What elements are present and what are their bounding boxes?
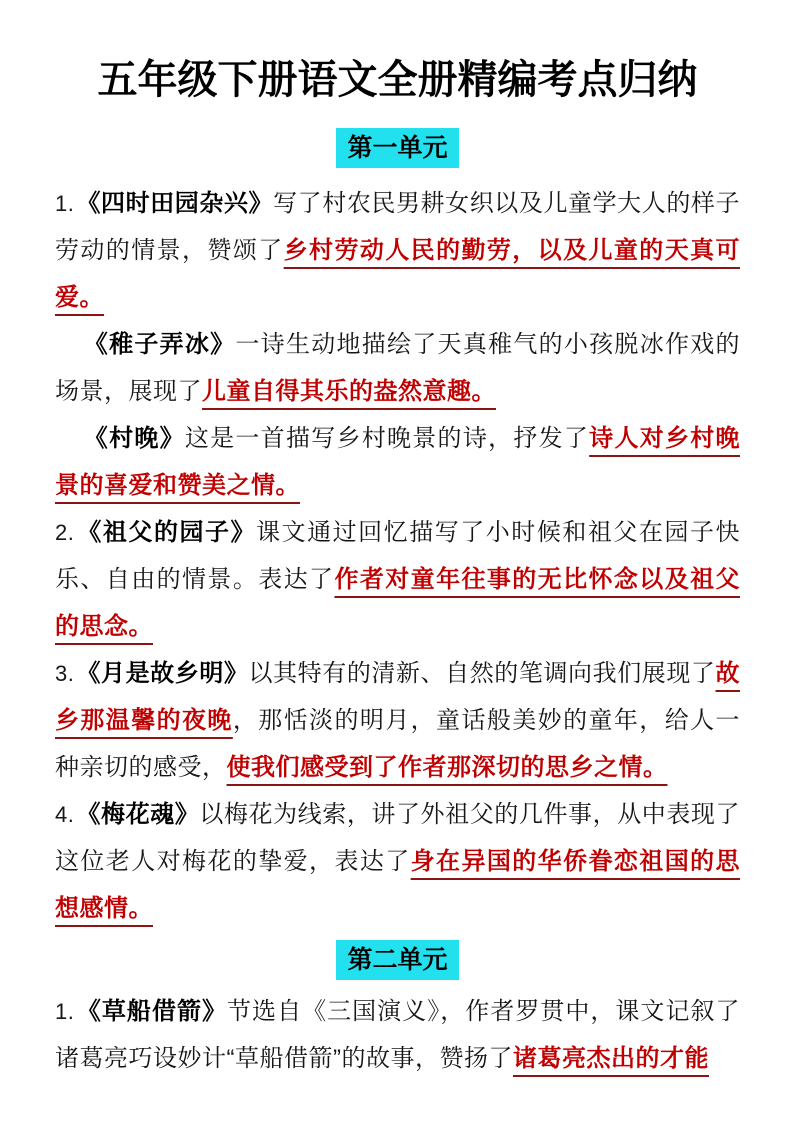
- key-point-run: 作者对童年往事的无比怀念以及祖父的思念。: [55, 566, 741, 640]
- item-number: 2.: [55, 520, 75, 545]
- book-title-run: 《草船借箭》: [76, 998, 228, 1025]
- text-run: 课文通过回忆描写了小时候和祖父在园子快乐、自由的情景。表达了: [55, 519, 741, 593]
- item-number: 1.: [55, 999, 75, 1024]
- exam-point-paragraph: [55, 509, 740, 650]
- text-run: 写了村农民男耕女织以及儿童学大人的样子劳动的情景，赞颂了: [55, 190, 741, 264]
- page-title: 五年级下册语文全册精编考点归纳: [97, 58, 698, 102]
- text-run: 以梅花为线索，讲了外祖父的几件事，从中表现了这位老人对梅花的挚爱，表达了: [55, 801, 741, 875]
- text-run: ，那恬淡的明月，童话般美妙的童年，给人一种亲切的感受，: [55, 707, 740, 781]
- item-number: 4.: [55, 802, 75, 827]
- key-point-run: 使我们感受到了作者那深切的思乡之情。: [226, 754, 668, 781]
- key-point-run: 诗人对乡村晚景的喜爱和赞美之情。: [55, 425, 741, 499]
- book-title-run: 《梅花魂》: [76, 801, 200, 828]
- exam-point-paragraph: [55, 988, 740, 1082]
- section-header-unit1: [55, 128, 740, 168]
- unit1-badge: 第一单元: [336, 128, 458, 168]
- text-run: 这是一首描写乡村晚景的诗，抒发了: [184, 425, 590, 452]
- book-title-run: 《四时田园杂兴》: [76, 190, 274, 217]
- unit2-badge: 第二单元: [336, 940, 458, 980]
- book-title-run: 《稚子弄冰》: [83, 331, 236, 358]
- key-point-run: 儿童自得其乐的盎然意趣。: [202, 378, 496, 405]
- exam-point-paragraph: [55, 791, 740, 932]
- text-run: 节选自《三国演义》，作者罗贯中，课文记叙了诸葛亮巧设妙计“草船借箭”的故事，赞扬了: [55, 998, 741, 1072]
- item-number: 3.: [55, 661, 75, 686]
- exam-point-paragraph: [55, 180, 740, 321]
- text-run: 以其特有的清新、自然的笔调向我们展现了: [248, 660, 716, 687]
- book-title-run: 《村晚》: [83, 425, 185, 452]
- item-number: 1.: [55, 191, 75, 216]
- exam-point-paragraph: [55, 321, 740, 415]
- key-point-run: 故乡那温馨的夜晚: [55, 660, 741, 734]
- text-run: 一诗生动地描绘了天真稚气的小孩脱冰作戏的场景，展现了: [55, 331, 740, 405]
- exam-point-paragraph: [55, 415, 740, 509]
- book-title-run: 《月是故乡明》: [76, 660, 249, 687]
- key-point-run: 乡村劳动人民的勤劳，以及儿童的天真可爱。: [55, 237, 741, 311]
- key-point-run: 诸葛亮杰出的才能: [512, 1045, 709, 1072]
- key-point-run: 身在异国的华侨眷恋祖国的思想感情。: [55, 848, 741, 922]
- book-title-run: 《祖父的园子》: [76, 519, 257, 546]
- section-header-unit2: [55, 940, 740, 980]
- exam-point-paragraph: [55, 650, 740, 791]
